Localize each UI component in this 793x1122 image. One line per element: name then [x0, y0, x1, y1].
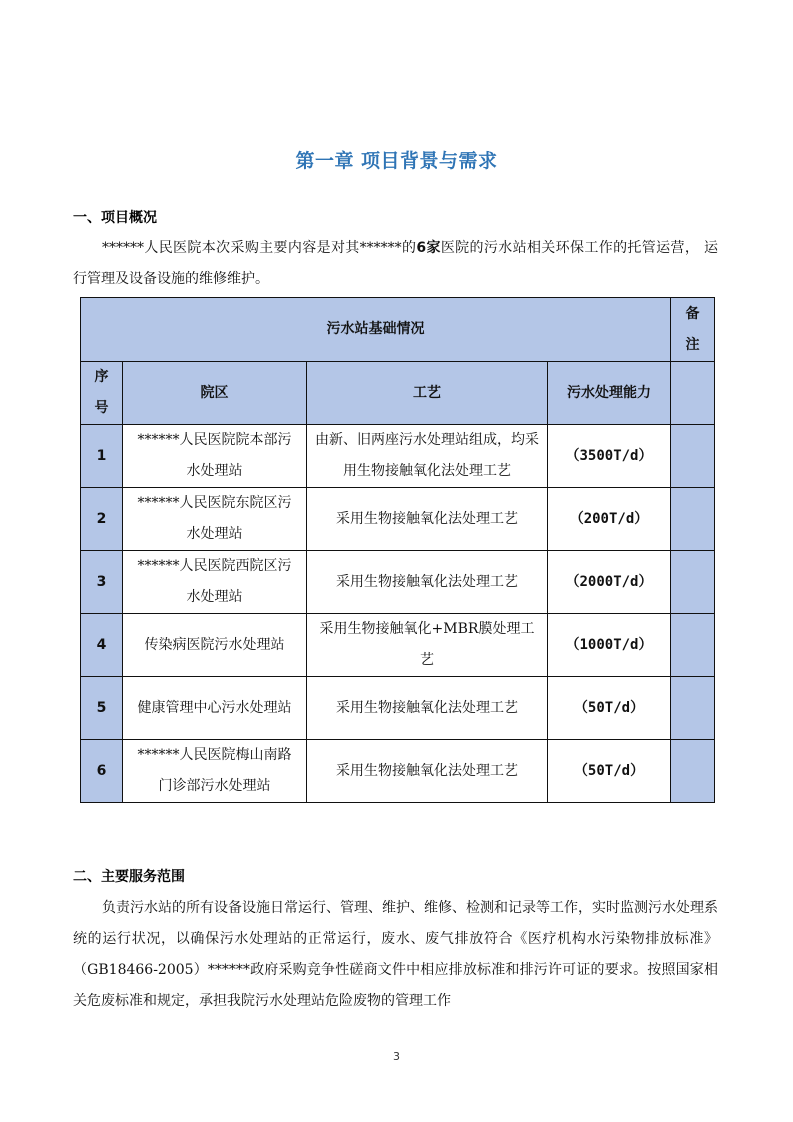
table-row [81, 614, 715, 677]
row-campus: 传染病医院污水处理站 [123, 614, 307, 677]
row-process: 采用生物接触氧化法处理工艺 [307, 677, 548, 740]
row-campus: ******人民医院梅山南路门诊部污水处理站 [123, 740, 307, 803]
col-header-no: 序号 [81, 362, 123, 425]
row-process: 由新、旧两座污水处理站组成，均采用生物接触氧化法处理工艺 [307, 425, 548, 488]
row-capacity: （3500T/d） [548, 425, 671, 488]
row-capacity: （50T/d） [548, 677, 671, 740]
row-campus: ******人民医院院本部污水处理站 [123, 425, 307, 488]
row-process: 采用生物接触氧化法处理工艺 [307, 740, 548, 803]
row-capacity: （200T/d） [548, 488, 671, 551]
row-capacity: （50T/d） [548, 740, 671, 803]
row-remark [671, 488, 715, 551]
row-remark [671, 677, 715, 740]
section-heading-service-scope: 二、主要服务范围 [73, 869, 185, 885]
row-remark [671, 614, 715, 677]
overview-bold-count: 6家 [416, 240, 441, 256]
row-remark [671, 425, 715, 488]
row-number: 4 [81, 614, 123, 677]
section-heading-overview: 一、项目概况 [73, 210, 157, 226]
chapter-title: 第一章 项目背景与需求 [295, 150, 498, 172]
row-number: 5 [81, 677, 123, 740]
col-header-capacity: 污水处理能力 [548, 362, 671, 425]
overview-text-1: ******人民医院本次采购主要内容是对其******的 [102, 240, 417, 256]
service-scope-paragraph [73, 893, 718, 1017]
col-header-process: 工艺 [307, 362, 548, 425]
group-header-cell: 污水站基础情况 [81, 298, 671, 362]
overview-text-2: 医院的污水站相关环保工作的托管运营， 运行管理及设备设施的维修维护。 [73, 240, 718, 287]
row-campus: ******人民医院东院区污水处理站 [123, 488, 307, 551]
page-number: 3 [393, 1050, 400, 1063]
table-column-header-row [81, 362, 715, 425]
row-process: 采用生物接触氧化法处理工艺 [307, 551, 548, 614]
table-row [81, 425, 715, 488]
overview-paragraph [73, 233, 718, 295]
table-row [81, 740, 715, 803]
row-capacity: （1000T/d） [548, 614, 671, 677]
table-row [81, 488, 715, 551]
sewage-station-table [80, 297, 715, 803]
table-row [81, 551, 715, 614]
service-scope-text: 负责污水站的所有设备设施日常运行、管理、维护、维修、检测和记录等工作，实时监测污水处理系统的运行状况，以确保污水处理站的正常运行，废水、废气排放符合《医疗机构水污染物排放标准》 （GB18466-2005）******政府采购竞争性磋商文件中相应排放标准和排污许可证的要求。按照国家相关危废标准和规定，承担我院污水处理站危险废物的管理工作 [73, 900, 718, 1009]
row-remark [671, 740, 715, 803]
table-row [81, 677, 715, 740]
row-remark [671, 551, 715, 614]
col-header-remark-empty [671, 362, 715, 425]
col-header-campus: 院区 [123, 362, 307, 425]
row-campus: ******人民医院西院区污水处理站 [123, 551, 307, 614]
table-group-header-row [81, 298, 715, 362]
row-process: 采用生物接触氧化+MBR膜处理工艺 [307, 614, 548, 677]
row-number: 1 [81, 425, 123, 488]
row-campus: 健康管理中心污水处理站 [123, 677, 307, 740]
remark-header-cell: 备注 [671, 298, 715, 362]
row-number: 6 [81, 740, 123, 803]
row-capacity: （2000T/d） [548, 551, 671, 614]
row-process: 采用生物接触氧化法处理工艺 [307, 488, 548, 551]
row-number: 3 [81, 551, 123, 614]
row-number: 2 [81, 488, 123, 551]
